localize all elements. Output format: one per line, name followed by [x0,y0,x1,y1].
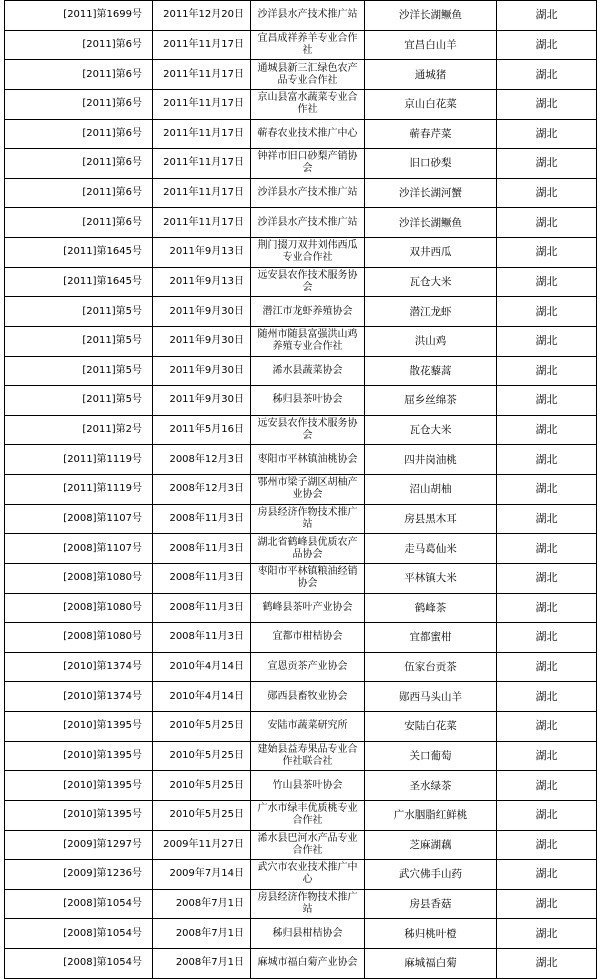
date-cell: 2008年12月3日 [153,475,251,505]
date-cell: 2008年11月3日 [153,593,251,623]
table-row [5,149,597,179]
province-cell: 湖北 [497,949,597,979]
province-cell: 湖北 [497,386,597,416]
organization-cell: 建始县益寿果品专业合作社联合社 [251,741,365,771]
table-row [5,475,597,505]
organization-cell: 麻城市福白菊产业协会 [251,949,365,979]
product-cell: 沙洋长湖河蟹 [365,178,497,208]
date-cell: 2011年11月17日 [153,178,251,208]
doc-number-cell: [2010]第1395号 [5,800,153,830]
date-cell: 2008年7月1日 [153,919,251,949]
table-row [5,30,597,60]
product-cell: 旧口砂梨 [365,149,497,179]
doc-number-cell: [2008]第1107号 [5,534,153,564]
date-cell: 2009年11月27日 [153,830,251,860]
table-row [5,949,597,979]
product-cell: 平林镇大米 [365,563,497,593]
doc-number-cell: [2008]第1054号 [5,919,153,949]
doc-number-cell: [2011]第1119号 [5,445,153,475]
province-cell: 湖北 [497,30,597,60]
doc-number-cell: [2011]第6号 [5,119,153,149]
product-cell: 芝麻湖藕 [365,830,497,860]
table-row [5,830,597,860]
table-row [5,534,597,564]
doc-number-cell: [2011]第5号 [5,356,153,386]
doc-number-cell: [2008]第1080号 [5,563,153,593]
province-cell: 湖北 [497,741,597,771]
date-cell: 2010年4月14日 [153,652,251,682]
date-cell: 2011年9月30日 [153,297,251,327]
province-cell: 湖北 [497,475,597,505]
organization-cell: 竹山县茶叶协会 [251,771,365,801]
date-cell: 2009年7月14日 [153,860,251,890]
date-cell: 2008年7月1日 [153,949,251,979]
date-cell: 2011年11月17日 [153,30,251,60]
table-row [5,889,597,919]
table-row [5,682,597,712]
organization-cell: 湖北省鹤峰县优质农产品协会 [251,534,365,564]
organization-cell: 秭归县柑桔协会 [251,919,365,949]
province-cell: 湖北 [497,800,597,830]
date-cell: 2011年9月13日 [153,238,251,268]
organization-cell: 远安县农作技术服务协会 [251,267,365,297]
table-row [5,919,597,949]
province-cell: 湖北 [497,149,597,179]
table-row [5,445,597,475]
date-cell: 2010年5月25日 [153,800,251,830]
organization-cell: 郧西县畜牧业协会 [251,682,365,712]
table-row [5,208,597,238]
doc-number-cell: [2008]第1054号 [5,889,153,919]
doc-number-cell: [2011]第6号 [5,149,153,179]
product-cell: 瓦仓大米 [365,415,497,445]
doc-number-cell: [2010]第1374号 [5,682,153,712]
table-row [5,593,597,623]
product-cell: 安陆白花菜 [365,712,497,742]
table-row [5,1,597,31]
table-row [5,504,597,534]
organization-cell: 武穴市农业技术推广中心 [251,860,365,890]
table-row [5,356,597,386]
organization-cell: 秭归县茶叶协会 [251,386,365,416]
province-cell: 湖北 [497,267,597,297]
organization-cell: 潜江市龙虾养殖协会 [251,297,365,327]
product-cell: 麻城福白菊 [365,949,497,979]
table-row [5,326,597,356]
table-row [5,800,597,830]
doc-number-cell: [2011]第5号 [5,386,153,416]
organization-cell: 枣阳市平林镇粮油经销协会 [251,563,365,593]
province-cell: 湖北 [497,60,597,90]
product-cell: 房县黑木耳 [365,504,497,534]
organization-cell: 沙洋县水产技术推广站 [251,208,365,238]
date-cell: 2011年9月13日 [153,267,251,297]
table-row [5,771,597,801]
product-cell: 武穴佛手山药 [365,860,497,890]
date-cell: 2010年4月14日 [153,682,251,712]
doc-number-cell: [2011]第6号 [5,30,153,60]
province-cell: 湖北 [497,119,597,149]
product-cell: 双井西瓜 [365,238,497,268]
table-row [5,60,597,90]
product-cell: 洪山鸡 [365,326,497,356]
province-cell: 湖北 [497,593,597,623]
product-cell: 郧西马头山羊 [365,682,497,712]
organization-cell: 随州市随县富强洪山鸡养殖专业合作社 [251,326,365,356]
product-cell: 宜昌白山羊 [365,30,497,60]
organization-cell: 沙洋县水产技术推广站 [251,1,365,31]
organization-cell: 房县经济作物技术推广站 [251,889,365,919]
date-cell: 2011年11月17日 [153,119,251,149]
province-cell: 湖北 [497,652,597,682]
province-cell: 湖北 [497,326,597,356]
date-cell: 2010年5月25日 [153,771,251,801]
province-cell: 湖北 [497,1,597,31]
organization-cell: 浠水县蔬菜协会 [251,356,365,386]
table-row [5,652,597,682]
province-cell: 湖北 [497,356,597,386]
date-cell: 2008年11月3日 [153,504,251,534]
product-cell: 宜都蜜柑 [365,623,497,653]
doc-number-cell: [2010]第1374号 [5,652,153,682]
table-row [5,119,597,149]
date-cell: 2011年11月17日 [153,60,251,90]
organization-cell: 通城县新三汇绿色农产品专业合作社 [251,60,365,90]
doc-number-cell: [2008]第1054号 [5,949,153,979]
province-cell: 湖北 [497,504,597,534]
table-row [5,178,597,208]
organization-cell: 鄂州市梁子湖区胡柚产业协会 [251,475,365,505]
doc-number-cell: [2008]第1107号 [5,504,153,534]
product-cell: 京山白花菜 [365,89,497,119]
province-cell: 湖北 [497,623,597,653]
date-cell: 2008年11月3日 [153,563,251,593]
doc-number-cell: [2008]第1080号 [5,593,153,623]
date-cell: 2010年5月25日 [153,741,251,771]
organization-cell: 钟祥市旧口砂梨产销协会 [251,149,365,179]
product-cell: 鹤峰茶 [365,593,497,623]
organization-cell: 荆门掇刀双井刘伟西瓜专业合作社 [251,238,365,268]
table-row [5,89,597,119]
province-cell: 湖北 [497,445,597,475]
table-row [5,563,597,593]
doc-number-cell: [2011]第2号 [5,415,153,445]
date-cell: 2010年5月25日 [153,712,251,742]
doc-number-cell: [2011]第1645号 [5,238,153,268]
product-cell: 沙洋长湖鳜鱼 [365,1,497,31]
table-row [5,623,597,653]
organization-cell: 宜昌成祥养羊专业合作社 [251,30,365,60]
date-cell: 2011年9月30日 [153,386,251,416]
table-body [5,1,597,979]
province-cell: 湖北 [497,563,597,593]
province-cell: 湖北 [497,830,597,860]
province-cell: 湖北 [497,919,597,949]
product-cell: 散花藜蒿 [365,356,497,386]
date-cell: 2008年7月1日 [153,889,251,919]
doc-number-cell: [2011]第6号 [5,178,153,208]
product-cell: 圣水绿茶 [365,771,497,801]
doc-number-cell: [2010]第1395号 [5,712,153,742]
province-cell: 湖北 [497,89,597,119]
organization-cell: 浠水县巴河水产品专业合作社 [251,830,365,860]
doc-number-cell: [2011]第5号 [5,297,153,327]
product-cell: 蕲春芹菜 [365,119,497,149]
organization-cell: 京山县富水蔬菜专业合作社 [251,89,365,119]
province-cell: 湖北 [497,534,597,564]
product-cell: 通城猪 [365,60,497,90]
table-row [5,860,597,890]
organization-cell: 沙洋县水产技术推广站 [251,178,365,208]
product-cell: 广水胭脂红鲜桃 [365,800,497,830]
date-cell: 2011年11月17日 [153,89,251,119]
product-cell: 走马葛仙米 [365,534,497,564]
date-cell: 2011年5月16日 [153,415,251,445]
product-cell: 伍家台贡茶 [365,652,497,682]
doc-number-cell: [2010]第1395号 [5,741,153,771]
table-row [5,238,597,268]
date-cell: 2011年11月17日 [153,149,251,179]
product-cell: 潜江龙虾 [365,297,497,327]
product-cell: 瓦仓大米 [365,267,497,297]
province-cell: 湖北 [497,712,597,742]
product-cell: 沙洋长湖鳜鱼 [365,208,497,238]
doc-number-cell: [2008]第1080号 [5,623,153,653]
organization-cell: 宣恩贡茶产业协会 [251,652,365,682]
doc-number-cell: [2009]第1236号 [5,860,153,890]
product-cell: 四井岗油桃 [365,445,497,475]
table-row [5,267,597,297]
doc-number-cell: [2011]第6号 [5,208,153,238]
province-cell: 湖北 [497,297,597,327]
table-row [5,297,597,327]
organization-cell: 安陆市蔬菜研究所 [251,712,365,742]
product-cell: 沼山胡柚 [365,475,497,505]
date-cell: 2011年9月30日 [153,356,251,386]
doc-number-cell: [2009]第1297号 [5,830,153,860]
table-row [5,741,597,771]
doc-number-cell: [2011]第1699号 [5,1,153,31]
registration-table [4,0,597,979]
product-cell: 房县香菇 [365,889,497,919]
table-row [5,712,597,742]
date-cell: 2008年11月3日 [153,623,251,653]
date-cell: 2011年12月20日 [153,1,251,31]
doc-number-cell: [2011]第6号 [5,89,153,119]
organization-cell: 房县经济作物技术推广站 [251,504,365,534]
province-cell: 湖北 [497,860,597,890]
doc-number-cell: [2011]第5号 [5,326,153,356]
product-cell: 屈乡丝绵茶 [365,386,497,416]
product-cell: 关口葡萄 [365,741,497,771]
date-cell: 2008年11月3日 [153,534,251,564]
province-cell: 湖北 [497,178,597,208]
doc-number-cell: [2011]第1119号 [5,475,153,505]
organization-cell: 蕲春农业技术推广中心 [251,119,365,149]
organization-cell: 广水市绿丰优质桃专业合作社 [251,800,365,830]
doc-number-cell: [2011]第1645号 [5,267,153,297]
date-cell: 2011年11月17日 [153,208,251,238]
province-cell: 湖北 [497,771,597,801]
date-cell: 2008年12月3日 [153,445,251,475]
province-cell: 湖北 [497,682,597,712]
organization-cell: 枣阳市平林镇油桃协会 [251,445,365,475]
province-cell: 湖北 [497,208,597,238]
table-row [5,415,597,445]
date-cell: 2011年9月30日 [153,326,251,356]
organization-cell: 鹤峰县茶叶产业协会 [251,593,365,623]
doc-number-cell: [2010]第1395号 [5,771,153,801]
doc-number-cell: [2011]第6号 [5,60,153,90]
organization-cell: 远安县农作技术服务协会 [251,415,365,445]
province-cell: 湖北 [497,238,597,268]
province-cell: 湖北 [497,889,597,919]
product-cell: 秭归桃叶橙 [365,919,497,949]
table-row [5,386,597,416]
organization-cell: 宜都市柑桔协会 [251,623,365,653]
province-cell: 湖北 [497,415,597,445]
